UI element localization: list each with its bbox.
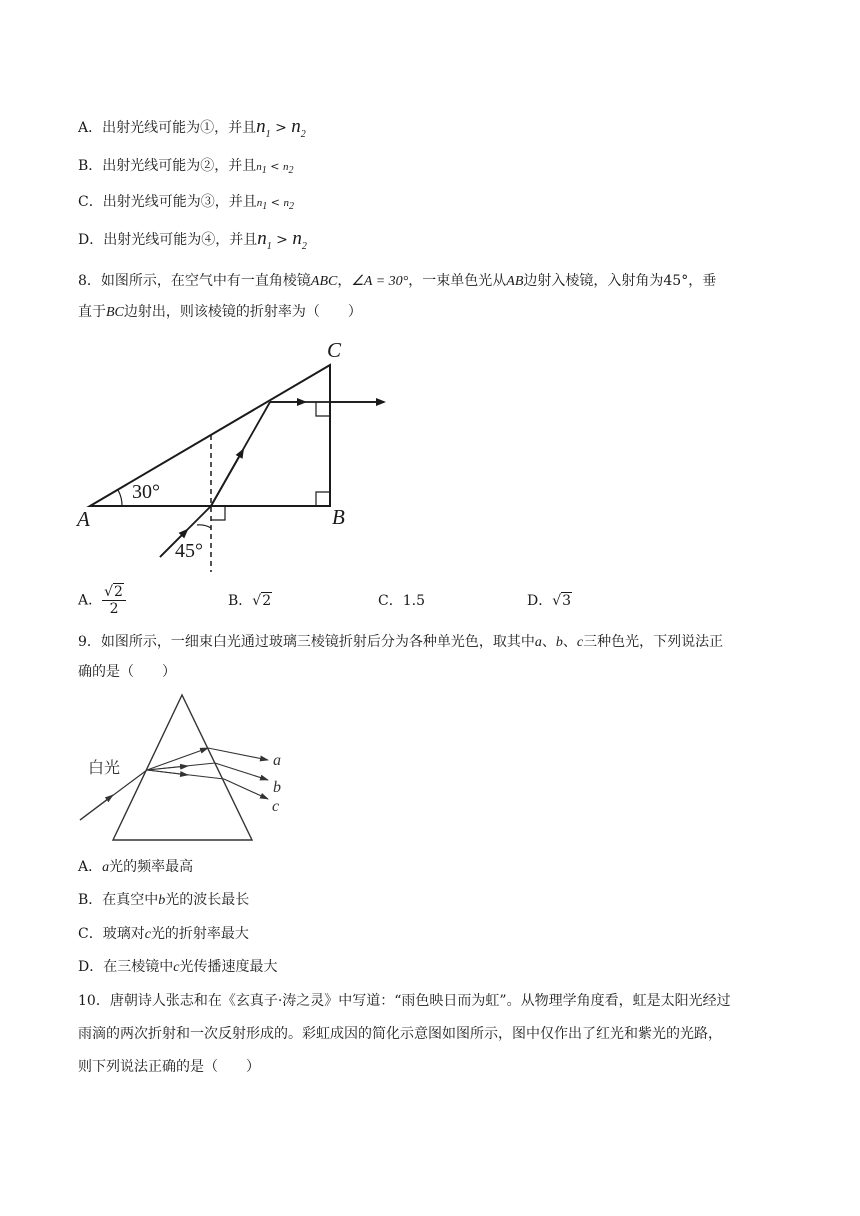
label-30: 30°	[132, 481, 160, 503]
q8-prism-figure	[70, 330, 400, 580]
q9-dispersion-figure	[75, 688, 305, 844]
n2-symbol: $n_2$	[291, 116, 306, 140]
n2-symbol: $n_2$	[292, 228, 307, 252]
q9-option-d: D．在三棱镜中c光传播速度最大	[78, 959, 278, 975]
ray-b	[215, 763, 268, 780]
label-a: A	[77, 507, 90, 531]
q9-option-a: A．a光的频率最高	[78, 859, 194, 875]
n1-symbol: $n_1$	[256, 197, 268, 213]
q8-option-c: C．1.5	[378, 593, 425, 609]
q10-stem-line1: 10．唐朝诗人张志和在《玄真子·涛之灵》中写道：“雨色映日而为虹”。从物理学角度看，虹是太阳光经过	[78, 993, 731, 1009]
q7-option-a: A．出射光线可能为①，并且$n_1 > n_2$	[78, 116, 306, 140]
angle-arc-45	[197, 525, 211, 528]
q8-option-d: D．√3	[527, 593, 572, 609]
angle-arc-30	[118, 490, 122, 506]
right-angle-mark-normal	[211, 506, 225, 520]
label-ray-a: a	[273, 752, 281, 769]
glass-prism	[113, 695, 252, 840]
q10-stem-line3: 则下列说法正确的是（ ）	[78, 1059, 260, 1075]
label-ray-c: c	[272, 798, 280, 815]
n1-symbol: $n_1$	[256, 161, 267, 177]
q8-option-a: A． $\frac{√2}{2}$	[78, 584, 126, 617]
q9-option-b: B．在真空中b光的波长最长	[78, 892, 250, 908]
q8-option-b: B．√2	[228, 593, 272, 609]
n1-symbol: $n_1$	[256, 116, 271, 140]
q9-stem-line1: 9．如图所示，一细束白光通过玻璃三棱镜折射后分为各种单光色，取其中a、b、c三种色光，下列说法正	[78, 634, 724, 650]
ray-a	[208, 748, 268, 760]
label-45: 45°	[175, 540, 203, 562]
q9-option-c: C．玻璃对c光的折射率最大	[78, 926, 249, 942]
q8-stem-line2: 直于BC边射出，则该棱镜的折射率为（ ）	[78, 304, 362, 320]
q8-stem-line1: 8．如图所示，在空气中有一直角棱镜ABC，∠A = 30°，一束单色光从AB边射入棱镜，入射角为45°，垂	[78, 273, 717, 289]
sqrt2-over-2-fraction: $\frac{√2}{2}$	[102, 584, 126, 617]
q9-stem-line2: 确的是（ ）	[78, 664, 176, 680]
n2-symbol: $n_2$	[283, 197, 294, 213]
n1-symbol: $n_1$	[257, 228, 272, 252]
label-white-light: 白光	[88, 758, 121, 777]
label-b: B	[332, 505, 345, 529]
q7-option-d: D．出射光线可能为④，并且$n_1 > n_2$	[78, 228, 307, 252]
prism-triangle	[90, 365, 330, 506]
right-angle-mark-b	[316, 492, 330, 506]
right-angle-mark-exit	[316, 402, 330, 416]
q7-option-b: B．出射光线可能为②，并且$n_1 < n_2$	[78, 158, 294, 177]
n2-symbol: $n_2$	[283, 161, 294, 177]
q10-stem-line2: 雨滴的两次折射和一次反射形成的。彩虹成因的简化示意图如图所示，图中仅作出了红光和紫光的光路，	[78, 1026, 722, 1042]
label-c: C	[327, 338, 342, 362]
q7-option-c: C．出射光线可能为③，并且$n_1 < n_2$	[78, 194, 294, 213]
label-ray-b: b	[273, 779, 281, 796]
